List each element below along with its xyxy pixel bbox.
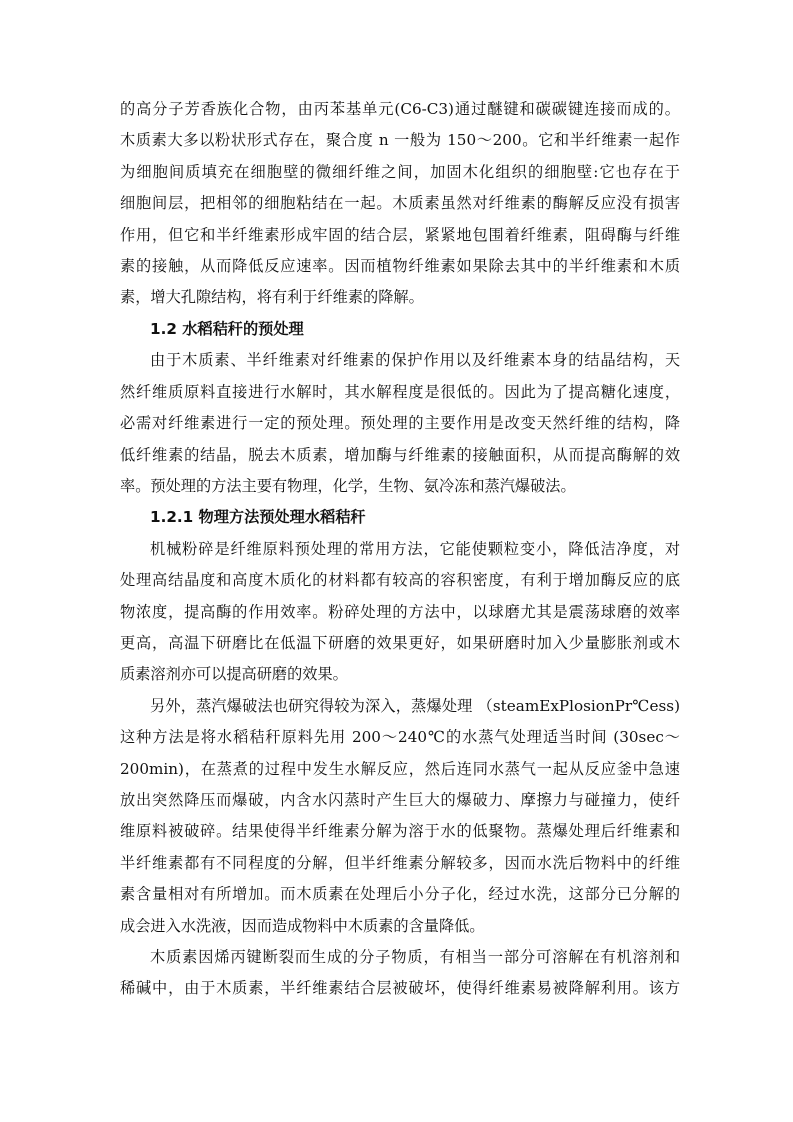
section-heading-1-2: 1.2 水稻秸秆的预处理 (150, 320, 304, 338)
text-line: 素含量相对有所增加。而木质素在处理后小分子化，经过水洗，这部分已分解的 (120, 885, 680, 903)
text-line: 作用，但它和半纤维素形成牢固的结合层，紧紧地包围着纤维素，阻碍酶与纤维 (120, 226, 680, 244)
text-line: 素的接触，从而降低反应速率。因而植物纤维素如果除去其中的半纤维素和木质 (120, 257, 680, 275)
text-line: 半纤维素都有不同程度的分解，但半纤维素分解较多，因而水洗后物料中的纤维 (120, 854, 680, 872)
paragraph-first-line: 另外，蒸汽爆破法也研究得较为深入，蒸爆处理 （steamExPlosionPr℃ess) (150, 697, 680, 715)
text-line: 的高分子芳香族化合物，由丙苯基单元(C6-C3)通过醚键和碳碳键连接而成的。 (120, 100, 680, 118)
text-line: 素，增大孔隙结构，将有利于纤维素的降解。 (120, 288, 424, 306)
text-line: 处理高结晶度和高度木质化的材料都有较高的容积密度，有利于增加酶反应的底 (120, 571, 680, 589)
text-line: 然纤维质原料直接进行水解时，其水解程度是很低的。因此为了提高糖化速度， (120, 383, 680, 401)
text-line: 为细胞间质填充在细胞壁的微细纤维之间，加固木化组织的细胞壁:它也存在于 (120, 163, 680, 181)
text-line: 更高，高温下研磨比在低温下研磨的效果更好，如果研磨时加入少量膨胀剂或木 (120, 634, 680, 652)
paragraph-first-line: 木质素因烯丙键断裂而生成的分子物质，有相当一部分可溶解在有机溶剂和 (150, 948, 680, 966)
text-line: 质素溶剂亦可以提高研磨的效果。 (120, 665, 348, 683)
text-line: 率。预处理的方法主要有物理，化学，生物、氨冷冻和蒸汽爆破法。 (120, 477, 576, 495)
text-line: 物浓度，提高酶的作用效率。粉碎处理的方法中，以球磨尤其是震荡球磨的效率 (120, 603, 680, 621)
text-line: 低纤维素的结晶，脱去木质素，增加酶与纤维素的接触面积，从而提高酶解的效 (120, 446, 680, 464)
text-line: 200min)，在蒸煮的过程中发生水解反应，然后连同水蒸气一起从反应釜中急速 (120, 760, 680, 778)
paragraph-first-line: 机械粉碎是纤维原料预处理的常用方法，它能使颗粒变小，降低洁净度，对 (150, 540, 680, 558)
text-line: 放出突然降压而爆破，内含水闪蒸时产生巨大的爆破力、摩擦力与碰撞力，使纤 (120, 791, 680, 809)
text-line: 稀碱中，由于木质素，半纤维素结合层被破坏，使得纤维素易被降解利用。该方 (120, 979, 680, 997)
text-line: 维原料被破碎。结果使得半纤维素分解为溶于水的低聚物。蒸爆处理后纤维素和 (120, 822, 680, 840)
paragraph-first-line: 由于木质素、半纤维素对纤维素的保护作用以及纤维素本身的结晶结构，天 (150, 351, 680, 369)
text-line: 成会进入水洗液，因而造成物料中木质素的含量降低。 (120, 917, 485, 935)
section-heading-1-2-1: 1.2.1 物理方法预处理水稻秸秆 (150, 508, 366, 526)
text-line: 木质素大多以粉状形式存在，聚合度 n 一般为 150～200。它和半纤维素一起作 (120, 131, 680, 149)
text-line: 必需对纤维素进行一定的预处理。预处理的主要作用是改变天然纤维的结构，降 (120, 414, 680, 432)
text-line: 细胞间层，把相邻的细胞粘结在一起。木质素虽然对纤维素的酶解反应没有损害 (120, 194, 680, 212)
text-line: 这种方法是将水稻秸秆原料先用 200～240℃的水蒸气处理适当时间 (30sec～ (120, 728, 680, 746)
